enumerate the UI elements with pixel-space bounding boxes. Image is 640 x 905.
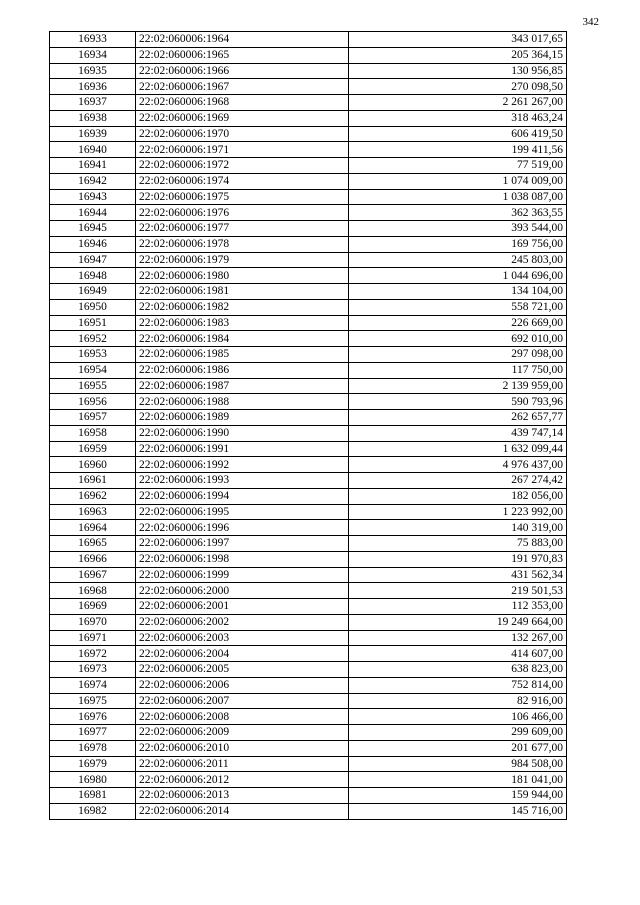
cadastral-number-cell: 22:02:060006:1990 [136,425,349,441]
cadastral-value-cell: 75 883,00 [349,536,567,552]
row-number-cell: 16967 [50,567,136,583]
table-row [50,347,567,363]
cadastral-value-cell: 1 038 087,00 [349,189,567,205]
table-row [50,425,567,441]
table-row [50,662,567,678]
cadastral-value-cell: 393 544,00 [349,221,567,237]
cadastral-value-cell: 606 419,50 [349,126,567,142]
row-number-cell: 16940 [50,142,136,158]
row-number-cell: 16978 [50,740,136,756]
row-number-cell: 16966 [50,551,136,567]
cadastral-number-cell: 22:02:060006:1974 [136,173,349,189]
cadastral-value-cell: 4 976 437,00 [349,457,567,473]
table-row [50,788,567,804]
row-number-cell: 16961 [50,473,136,489]
cadastral-value-cell: 318 463,24 [349,110,567,126]
table-row [50,378,567,394]
cadastral-number-cell: 22:02:060006:1976 [136,205,349,221]
row-number-cell: 16950 [50,299,136,315]
table-row [50,126,567,142]
row-number-cell: 16959 [50,441,136,457]
table-row [50,142,567,158]
cadastral-value-cell: 181 041,00 [349,772,567,788]
row-number-cell: 16958 [50,425,136,441]
cadastral-number-cell: 22:02:060006:2014 [136,803,349,819]
cadastral-value-cell: 439 747,14 [349,425,567,441]
table-row [50,268,567,284]
cadastral-value-table [49,31,567,820]
cadastral-number-cell: 22:02:060006:2012 [136,772,349,788]
cadastral-number-cell: 22:02:060006:2007 [136,693,349,709]
table-row [50,803,567,819]
cadastral-value-cell: 414 607,00 [349,646,567,662]
cadastral-value-cell: 117 750,00 [349,362,567,378]
table-row [50,173,567,189]
row-number-cell: 16979 [50,756,136,772]
row-number-cell: 16946 [50,236,136,252]
table-row [50,63,567,79]
cadastral-value-cell: 297 098,00 [349,347,567,363]
cadastral-value-cell: 267 274,42 [349,473,567,489]
cadastral-number-cell: 22:02:060006:2009 [136,725,349,741]
table-row [50,583,567,599]
cadastral-number-cell: 22:02:060006:1979 [136,252,349,268]
cadastral-value-cell: 219 501,53 [349,583,567,599]
cadastral-value-cell: 558 721,00 [349,299,567,315]
row-number-cell: 16936 [50,79,136,95]
table-row [50,331,567,347]
table-row [50,677,567,693]
cadastral-value-cell: 1 044 696,00 [349,268,567,284]
table-row [50,158,567,174]
cadastral-value-cell: 201 677,00 [349,740,567,756]
table-row [50,646,567,662]
row-number-cell: 16960 [50,457,136,473]
table-row [50,567,567,583]
cadastral-number-cell: 22:02:060006:2010 [136,740,349,756]
cadastral-number-cell: 22:02:060006:1996 [136,520,349,536]
row-number-cell: 16971 [50,630,136,646]
table-row [50,520,567,536]
cadastral-value-cell: 1 632 099,44 [349,441,567,457]
cadastral-value-cell: 106 466,00 [349,709,567,725]
cadastral-number-cell: 22:02:060006:1986 [136,362,349,378]
cadastral-value-cell: 191 970,83 [349,551,567,567]
cadastral-value-cell: 752 814,00 [349,677,567,693]
cadastral-value-cell: 2 261 267,00 [349,95,567,111]
cadastral-value-cell: 199 411,56 [349,142,567,158]
cadastral-number-cell: 22:02:060006:2013 [136,788,349,804]
row-number-cell: 16948 [50,268,136,284]
cadastral-number-cell: 22:02:060006:2004 [136,646,349,662]
table-row [50,725,567,741]
cadastral-number-cell: 22:02:060006:2003 [136,630,349,646]
row-number-cell: 16952 [50,331,136,347]
cadastral-value-cell: 262 657,77 [349,410,567,426]
cadastral-number-cell: 22:02:060006:1982 [136,299,349,315]
table-row [50,95,567,111]
cadastral-value-cell: 984 508,00 [349,756,567,772]
table-row [50,772,567,788]
row-number-cell: 16945 [50,221,136,237]
table-row [50,110,567,126]
row-number-cell: 16957 [50,410,136,426]
row-number-cell: 16964 [50,520,136,536]
cadastral-number-cell: 22:02:060006:1997 [136,536,349,552]
cadastral-number-cell: 22:02:060006:2002 [136,614,349,630]
cadastral-value-cell: 159 944,00 [349,788,567,804]
row-number-cell: 16963 [50,504,136,520]
cadastral-number-cell: 22:02:060006:1998 [136,551,349,567]
cadastral-number-cell: 22:02:060006:1984 [136,331,349,347]
cadastral-value-cell: 245 803,00 [349,252,567,268]
cadastral-value-cell: 205 364,15 [349,47,567,63]
cadastral-value-cell: 226 669,00 [349,315,567,331]
cadastral-value-cell: 82 916,00 [349,693,567,709]
cadastral-number-cell: 22:02:060006:1989 [136,410,349,426]
cadastral-value-cell: 270 098,50 [349,79,567,95]
cadastral-value-cell: 130 956,85 [349,63,567,79]
row-number-cell: 16975 [50,693,136,709]
cadastral-number-cell: 22:02:060006:1975 [136,189,349,205]
page-number: 342 [582,16,599,28]
table-body [50,32,567,820]
row-number-cell: 16944 [50,205,136,221]
cadastral-number-cell: 22:02:060006:2008 [136,709,349,725]
cadastral-value-cell: 1 223 992,00 [349,504,567,520]
cadastral-value-cell: 145 716,00 [349,803,567,819]
table-row [50,599,567,615]
row-number-cell: 16955 [50,378,136,394]
table-row [50,410,567,426]
row-number-cell: 16941 [50,158,136,174]
row-number-cell: 16935 [50,63,136,79]
cadastral-number-cell: 22:02:060006:1983 [136,315,349,331]
cadastral-number-cell: 22:02:060006:1991 [136,441,349,457]
row-number-cell: 16969 [50,599,136,615]
row-number-cell: 16933 [50,32,136,48]
table-row [50,205,567,221]
cadastral-number-cell: 22:02:060006:1999 [136,567,349,583]
cadastral-number-cell: 22:02:060006:2006 [136,677,349,693]
cadastral-number-cell: 22:02:060006:1992 [136,457,349,473]
cadastral-number-cell: 22:02:060006:1968 [136,95,349,111]
row-number-cell: 16939 [50,126,136,142]
cadastral-number-cell: 22:02:060006:1993 [136,473,349,489]
row-number-cell: 16947 [50,252,136,268]
row-number-cell: 16970 [50,614,136,630]
row-number-cell: 16977 [50,725,136,741]
table-row [50,299,567,315]
cadastral-value-cell: 19 249 664,00 [349,614,567,630]
row-number-cell: 16956 [50,394,136,410]
table-row [50,284,567,300]
cadastral-value-cell: 692 010,00 [349,331,567,347]
table-row [50,189,567,205]
cadastral-number-cell: 22:02:060006:1965 [136,47,349,63]
cadastral-number-cell: 22:02:060006:1969 [136,110,349,126]
cadastral-number-cell: 22:02:060006:1994 [136,488,349,504]
table-row [50,630,567,646]
table-row [50,252,567,268]
row-number-cell: 16965 [50,536,136,552]
row-number-cell: 16942 [50,173,136,189]
cadastral-value-cell: 299 609,00 [349,725,567,741]
table-row [50,756,567,772]
row-number-cell: 16938 [50,110,136,126]
table-row [50,504,567,520]
row-number-cell: 16972 [50,646,136,662]
table-row [50,394,567,410]
row-number-cell: 16954 [50,362,136,378]
table-row [50,221,567,237]
cadastral-value-cell: 77 519,00 [349,158,567,174]
cadastral-number-cell: 22:02:060006:1980 [136,268,349,284]
row-number-cell: 16949 [50,284,136,300]
row-number-cell: 16976 [50,709,136,725]
cadastral-value-cell: 590 793,96 [349,394,567,410]
row-number-cell: 16934 [50,47,136,63]
table-row [50,441,567,457]
cadastral-number-cell: 22:02:060006:1971 [136,142,349,158]
cadastral-number-cell: 22:02:060006:2000 [136,583,349,599]
table-row [50,740,567,756]
table-row [50,47,567,63]
row-number-cell: 16951 [50,315,136,331]
row-number-cell: 16943 [50,189,136,205]
row-number-cell: 16974 [50,677,136,693]
table-row [50,709,567,725]
cadastral-number-cell: 22:02:060006:1967 [136,79,349,95]
cadastral-number-cell: 22:02:060006:1977 [136,221,349,237]
row-number-cell: 16968 [50,583,136,599]
cadastral-number-cell: 22:02:060006:1972 [136,158,349,174]
table-row [50,362,567,378]
table-row [50,473,567,489]
row-number-cell: 16980 [50,772,136,788]
cadastral-value-cell: 362 363,55 [349,205,567,221]
cadastral-value-cell: 112 353,00 [349,599,567,615]
cadastral-value-cell: 134 104,00 [349,284,567,300]
table-row [50,488,567,504]
row-number-cell: 16953 [50,347,136,363]
cadastral-number-cell: 22:02:060006:1970 [136,126,349,142]
cadastral-number-cell: 22:02:060006:1964 [136,32,349,48]
table-row [50,236,567,252]
row-number-cell: 16981 [50,788,136,804]
cadastral-value-cell: 638 823,00 [349,662,567,678]
cadastral-number-cell: 22:02:060006:1981 [136,284,349,300]
cadastral-number-cell: 22:02:060006:1966 [136,63,349,79]
cadastral-value-cell: 140 319,00 [349,520,567,536]
cadastral-number-cell: 22:02:060006:1988 [136,394,349,410]
row-number-cell: 16973 [50,662,136,678]
cadastral-number-cell: 22:02:060006:1995 [136,504,349,520]
cadastral-number-cell: 22:02:060006:2005 [136,662,349,678]
table-row [50,693,567,709]
row-number-cell: 16962 [50,488,136,504]
cadastral-value-cell: 169 756,00 [349,236,567,252]
table-row [50,79,567,95]
table-row [50,536,567,552]
cadastral-number-cell: 22:02:060006:1987 [136,378,349,394]
table-row [50,614,567,630]
table-row [50,551,567,567]
row-number-cell: 16937 [50,95,136,111]
cadastral-value-cell: 431 562,34 [349,567,567,583]
cadastral-number-cell: 22:02:060006:1978 [136,236,349,252]
row-number-cell: 16982 [50,803,136,819]
cadastral-number-cell: 22:02:060006:2011 [136,756,349,772]
cadastral-value-cell: 182 056,00 [349,488,567,504]
cadastral-value-cell: 132 267,00 [349,630,567,646]
cadastral-value-cell: 343 017,65 [349,32,567,48]
table-row [50,32,567,48]
cadastral-value-cell: 2 139 959,00 [349,378,567,394]
table-row [50,315,567,331]
table-row [50,457,567,473]
cadastral-number-cell: 22:02:060006:2001 [136,599,349,615]
cadastral-value-cell: 1 074 009,00 [349,173,567,189]
cadastral-number-cell: 22:02:060006:1985 [136,347,349,363]
